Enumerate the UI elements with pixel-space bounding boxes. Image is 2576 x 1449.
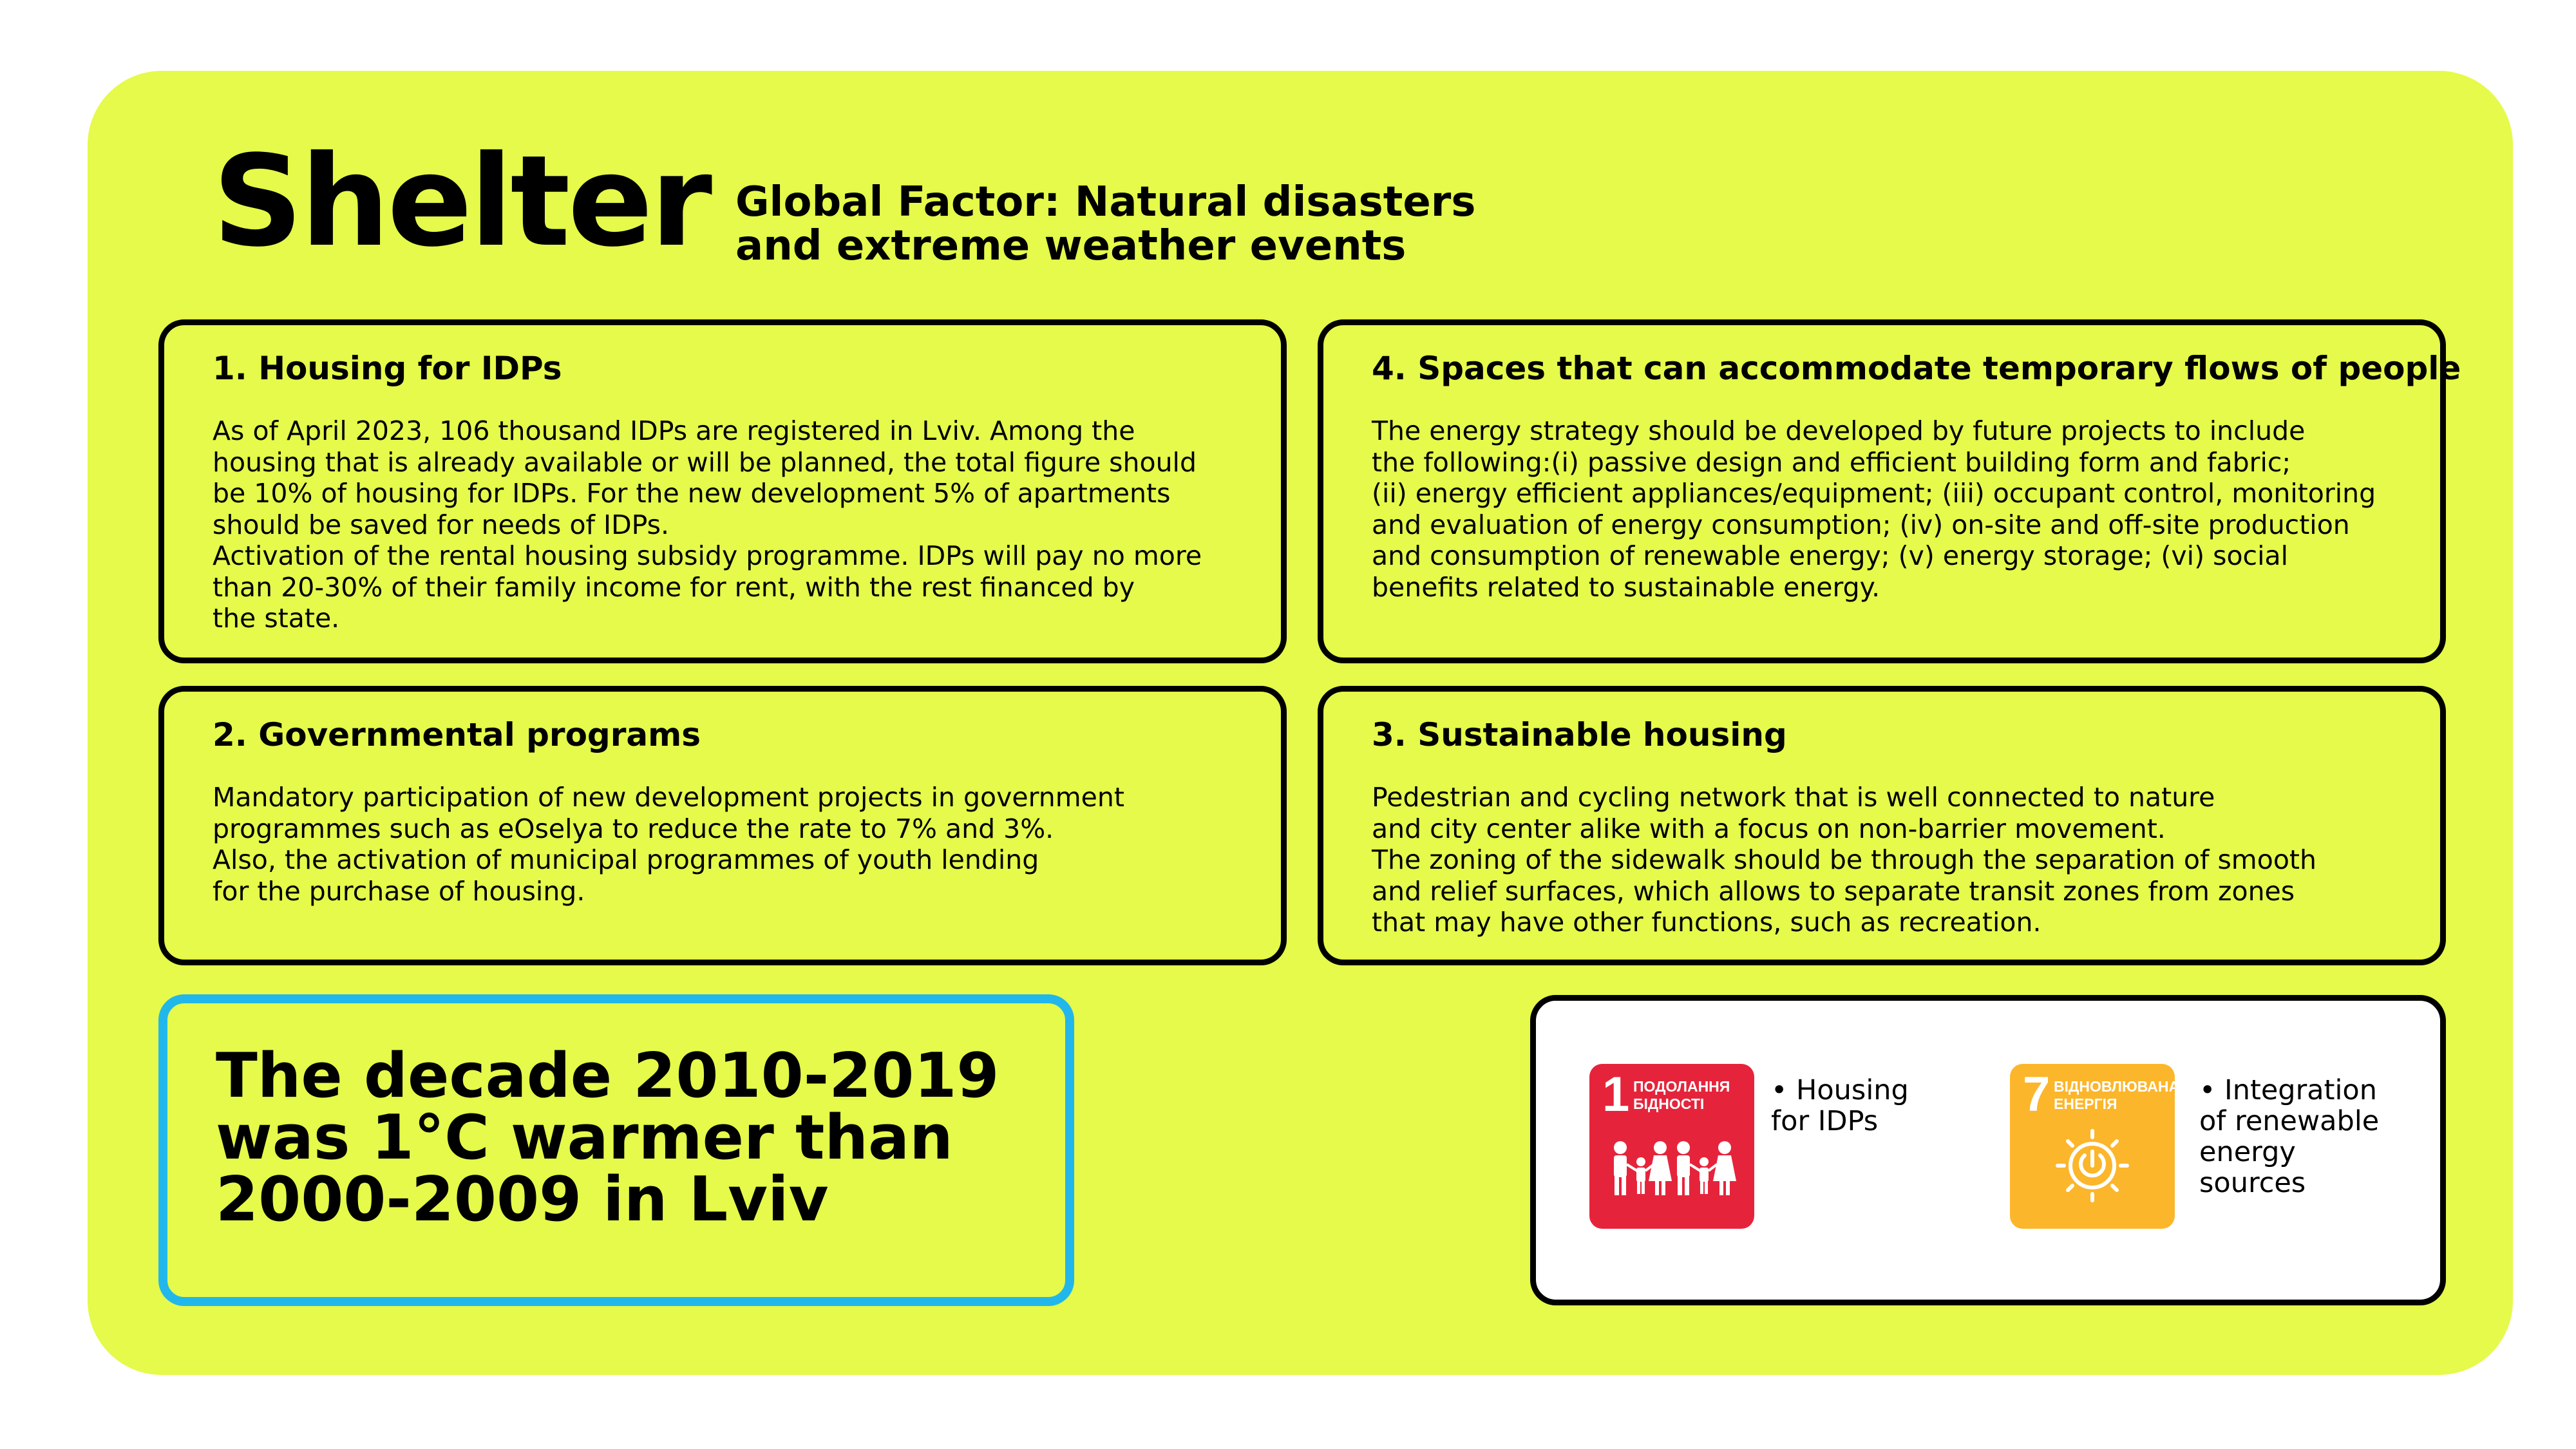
card-title: 3. Sustainable housing — [1372, 716, 1787, 753]
card-line: (ii) energy efficient appliances/equipment; (iii) occupant control, monitoring — [1372, 478, 2376, 509]
card-line: and consumption of renewable energy; (v) energy storage; (vi) social — [1372, 540, 2288, 571]
card-body — [1372, 782, 2316, 938]
sdg-desc-line: sources — [2199, 1167, 2306, 1199]
card-line: and relief surfaces, which allows to separate transit zones from zones — [1372, 875, 2295, 907]
card-line: Pedestrian and cycling network that is well connected to nature — [1372, 782, 2215, 813]
card-line: and city center alike with a focus on non-barrier movement. — [1372, 813, 2166, 844]
sdg-desc-line: for IDPs — [1771, 1105, 1879, 1137]
sdg-goals-box — [1530, 995, 2446, 1305]
card-housing-idps — [158, 319, 1287, 663]
sdg-desc-7 — [2199, 1075, 2379, 1198]
climate-stat-text — [216, 1041, 999, 1235]
card-line: the state. — [213, 603, 340, 634]
card-governmental-programs — [158, 686, 1287, 965]
sun-power-icon — [2010, 1064, 2175, 1229]
card-body — [1372, 415, 2376, 603]
card-line: should be saved for needs of IDPs. — [213, 509, 670, 540]
card-line: be 10% of housing for IDPs. For the new development 5% of apartments — [213, 478, 1171, 509]
sdg-tile-7 — [2010, 1064, 2180, 1229]
card-body — [213, 782, 1124, 907]
card-line: and evaluation of energy consumption; (iv) on-site and off-site production — [1372, 509, 2350, 540]
card-line: housing that is already available or will be planned, the total figure should — [213, 446, 1197, 478]
sdg-desc-line: energy — [2199, 1136, 2296, 1168]
card-title: 2. Governmental programs — [213, 716, 701, 753]
sdg-desc-line: • Housing — [1771, 1074, 1909, 1106]
card-line: the following:(i) passive design and efficient building form and fabric; — [1372, 446, 2291, 478]
sdg-desc-line: of renewable — [2199, 1105, 2380, 1137]
card-line: The energy strategy should be developed by future projects to include — [1372, 415, 2306, 446]
family-icon — [1589, 1064, 1754, 1229]
sdg-tile-1 — [1589, 1064, 1754, 1229]
climate-stat-callout — [158, 994, 1074, 1306]
sdg-label-line: ЕНЕРГІЯ — [2054, 1095, 2117, 1112]
sdg-desc-1 — [1771, 1075, 1909, 1137]
card-line: than 20-30% of their family income for rent, with the rest financed by — [213, 571, 1135, 603]
card-line: As of April 2023, 106 thousand IDPs are registered in Lviv. Among the — [213, 415, 1135, 446]
card-line: The zoning of the sidewalk should be through the separation of smooth — [1372, 844, 2316, 875]
card-line: for the purchase of housing. — [213, 875, 585, 907]
subtitle-line: Global Factor: Natural disasters — [735, 178, 1476, 226]
card-line: Mandatory participation of new development projects in government — [213, 782, 1124, 813]
card-line: benefits related to sustainable energy. — [1372, 571, 1880, 603]
card-line: that may have other functions, such as recreation. — [1372, 907, 2041, 938]
card-title: 4. Spaces that can accommodate temporary flows of people — [1372, 350, 2461, 387]
card-body — [213, 415, 1202, 634]
stat-line: 2000-2009 in Lviv — [216, 1164, 829, 1235]
card-line: programmes such as eOselya to reduce the rate to 7% and 3%. — [213, 813, 1054, 844]
stat-line: was 1°C warmer than — [216, 1103, 953, 1173]
sdg-label-line: ВІДНОВЛЮВАНА — [2054, 1078, 2180, 1095]
card-line: Also, the activation of municipal programmes of youth lending — [213, 844, 1039, 875]
card-title: 1. Housing for IDPs — [213, 350, 562, 387]
page-subtitle — [735, 180, 1475, 268]
page-title: Shelter — [213, 128, 710, 274]
card-sustainable-housing — [1318, 686, 2446, 965]
sdg-number: 7 — [2023, 1067, 2050, 1122]
sdg-number: 1 — [1602, 1067, 1630, 1122]
sdg-label-line: БІДНОСТІ — [1633, 1095, 1705, 1112]
sdg-desc-line: • Integration — [2199, 1074, 2377, 1106]
card-line: Activation of the rental housing subsidy programme. IDPs will pay no more — [213, 540, 1202, 571]
subtitle-line: and extreme weather events — [735, 222, 1406, 270]
stat-line: The decade 2010-2019 — [216, 1041, 999, 1112]
card-temporary-flows — [1318, 319, 2461, 663]
sdg-label-line: ПОДОЛАННЯ — [1633, 1078, 1730, 1095]
